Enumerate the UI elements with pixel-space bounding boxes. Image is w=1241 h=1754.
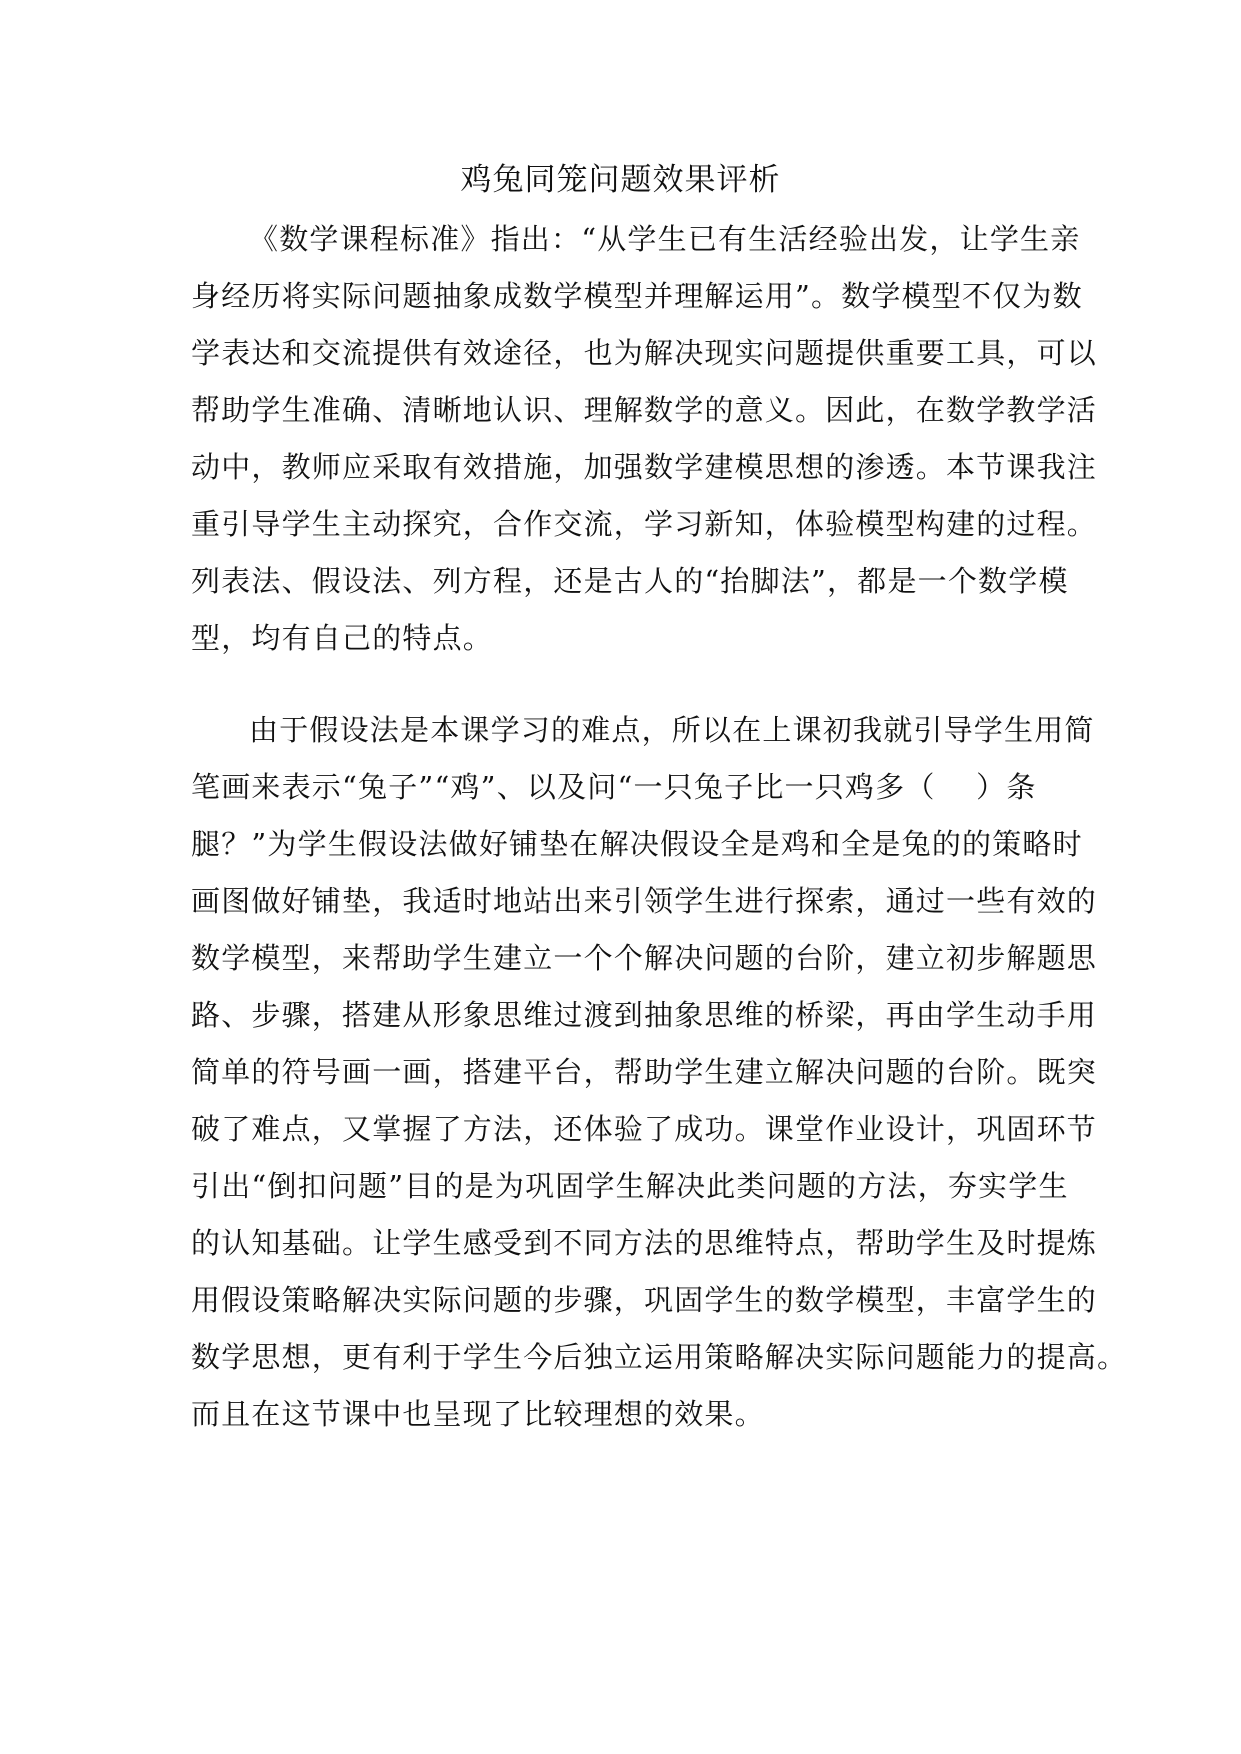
- paragraph-line: 腿？”为学生假设法做好铺垫在解决假设全是鸡和全是兔的的策略时: [191, 827, 1083, 861]
- paragraph-line: 身经历将实际问题抽象成数学模型并理解运用”。数学模型不仅为数: [191, 279, 1083, 313]
- paragraph-line: 动中，教师应采取有效措施，加强数学建模思想的渗透。本节课我注: [191, 450, 1098, 484]
- paragraph-line: 笔画来表示“兔子”“鸡”、以及问“一只兔子比一只鸡多（ ）条: [191, 770, 1037, 804]
- paragraph-line: 用假设策略解决实际问题的步骤，巩固学生的数学模型，丰富学生的: [191, 1283, 1098, 1317]
- paragraph-line: 帮助学生准确、清晰地认识、理解数学的意义。因此，在数学教学活: [191, 393, 1098, 427]
- paragraph-line: 由于假设法是本课学习的难点，所以在上课初我就引导学生用简: [249, 713, 1095, 747]
- paragraph-line: 简单的符号画一画，搭建平台，帮助学生建立解决问题的台阶。既突: [191, 1055, 1098, 1089]
- paragraph-line: 的认知基础。让学生感受到不同方法的思维特点，帮助学生及时提炼: [191, 1226, 1098, 1260]
- paragraph-line: 画图做好铺垫，我适时地站出来引领学生进行探索，通过一些有效的: [191, 884, 1098, 918]
- paragraph-line: 引出“倒扣问题”目的是为巩固学生解决此类问题的方法，夯实学生: [191, 1169, 1069, 1203]
- paragraph-line: 型，均有自己的特点。: [191, 621, 494, 655]
- paragraph-line: 而且在这节课中也呈现了比较理想的效果。: [191, 1397, 765, 1431]
- paragraph-line: 《数学课程标准》指出：“从学生已有生活经验出发，让学生亲: [249, 222, 1081, 256]
- paragraph-line: 列表法、假设法、列方程，还是古人的“抬脚法”，都是一个数学模: [191, 564, 1069, 598]
- document-title: 鸡兔同笼问题效果评析: [460, 162, 781, 198]
- paragraph-line: 数学思想，更有利于学生今后独立运用策略解决实际问题能力的提高。: [191, 1340, 1128, 1374]
- paragraph-line: 学表达和交流提供有效途径，也为解决现实问题提供重要工具，可以: [191, 336, 1098, 370]
- paragraph-line: 路、步骤，搭建从形象思维过渡到抽象思维的桥梁，再由学生动手用: [191, 998, 1098, 1032]
- paragraph-line: 数学模型，来帮助学生建立一个个解决问题的台阶，建立初步解题思: [191, 941, 1098, 975]
- paragraph-line: 重引导学生主动探究，合作交流，学习新知，体验模型构建的过程。: [191, 507, 1098, 541]
- paragraph-line: 破了难点，又掌握了方法，还体验了成功。课堂作业设计，巩固环节: [191, 1112, 1098, 1146]
